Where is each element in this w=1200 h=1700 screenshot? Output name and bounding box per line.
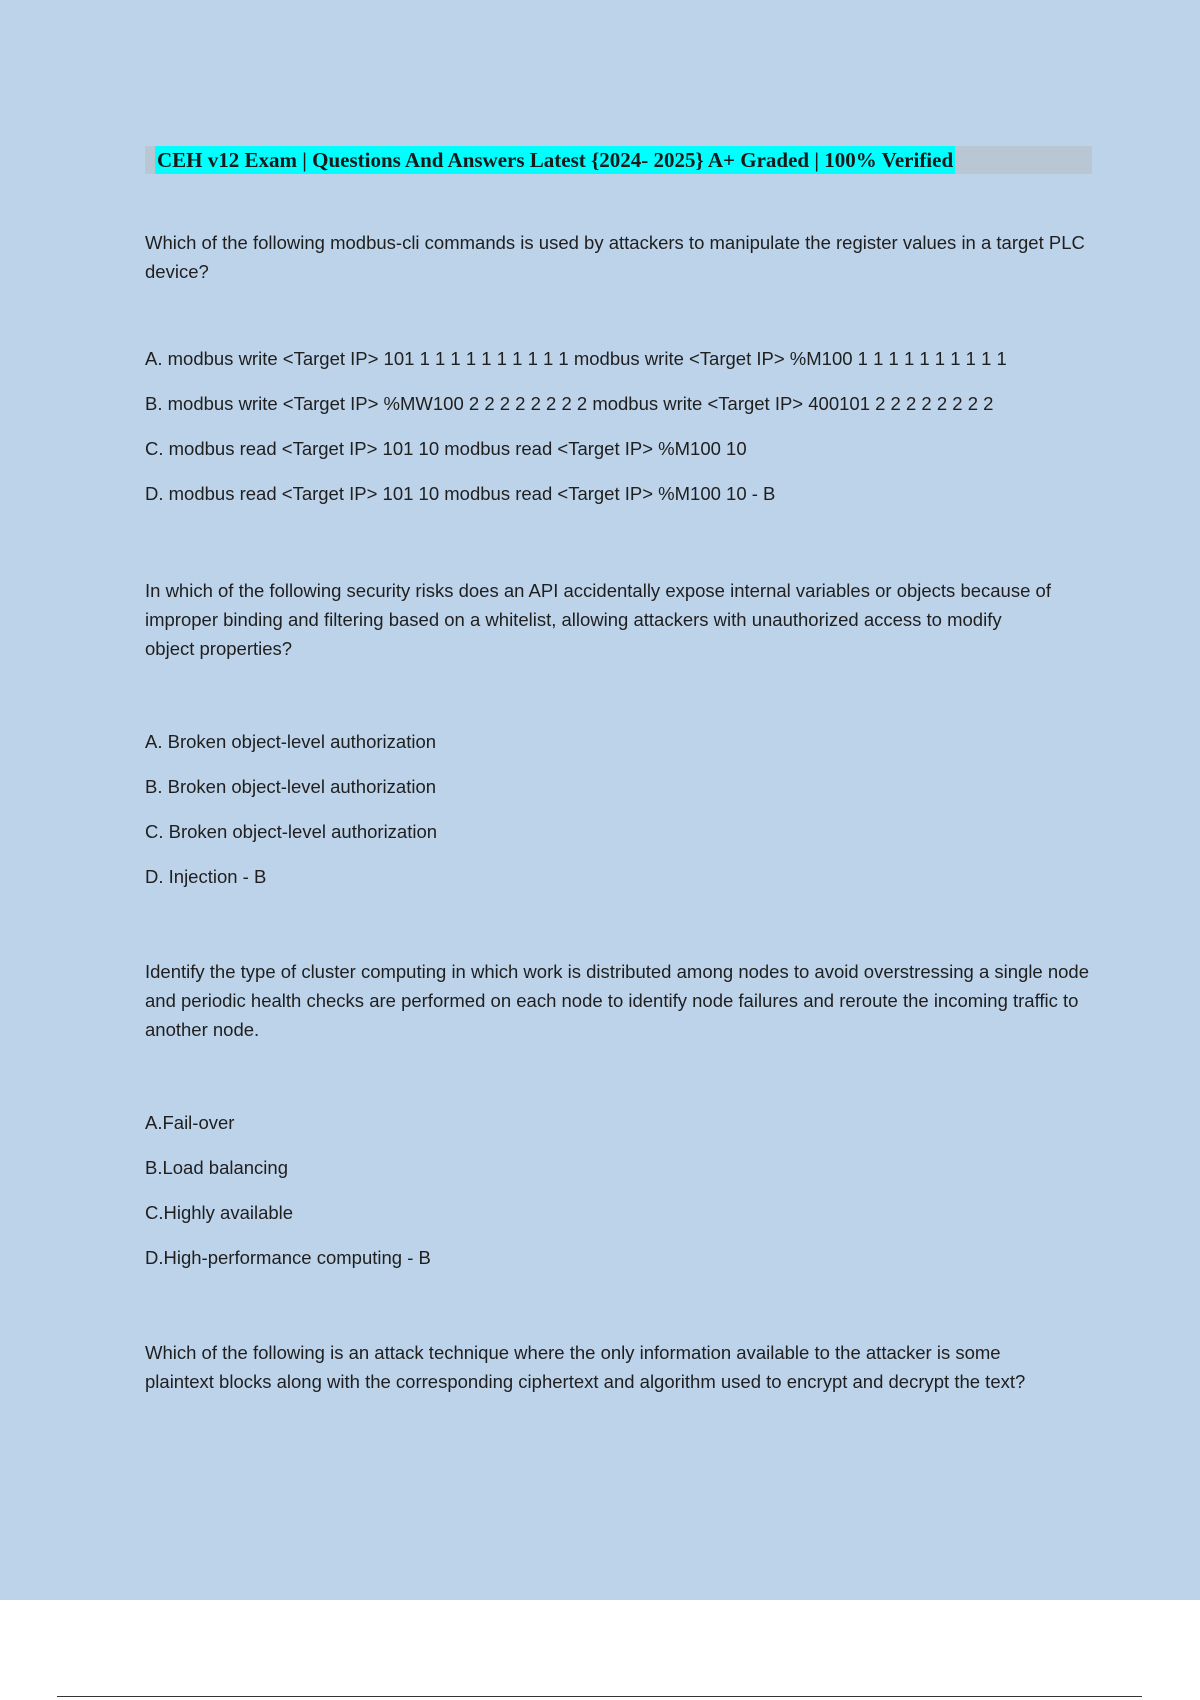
title-banner: [145, 146, 1092, 174]
question-2-option-a: A. Broken object-level authorization: [145, 731, 437, 752]
question-3-options: [145, 1108, 1095, 1272]
question-3-text: Identify the type of cluster computing in which work is distributed among nodes to avoid overstressing a single node and periodic health checks are performed on each node to identify node failures and reroute the incoming traffic to another node.: [145, 961, 1090, 1040]
question-3-option-c: C.Highly available: [145, 1202, 294, 1223]
question-2-option-c: C. Broken object-level authorization: [145, 821, 438, 842]
question-2-text: In which of the following security risks does an API accidentally expose internal variables or objects because of improper binding and filtering based on a whitelist, allowing attackers with unauthorized access to modify object properties?: [145, 580, 1051, 659]
question-4-text: Which of the following is an attack technique where the only information available to the attacker is some plaintext blocks along with the corresponding ciphertext and algorithm used to encrypt and decrypt the text?: [145, 1342, 1026, 1392]
question-1-option-d: D. modbus read <Target IP> 101 10 modbus read <Target IP> %M100 10 - B: [145, 483, 776, 504]
question-1-text: Which of the following modbus-cli commands is used by attackers to manipulate the register values in a target PLC device?: [145, 232, 1085, 282]
question-3-option-d: D.High-performance computing - B: [145, 1247, 431, 1268]
question-3-option-a: A.Fail-over: [145, 1112, 235, 1133]
question-1-option-a: A. modbus write <Target IP> 101 1 1 1 1 1 1 1 1 1 1 modbus write <Target IP> %M100 1 1 1 1 1 1 1 1 1 1: [145, 348, 1007, 369]
question-1-option-b: B. modbus write <Target IP> %MW100 2 2 2 2 2 2 2 2 modbus write <Target IP> 400101 2 2 2 2 2 2 2 2: [145, 393, 994, 414]
question-2-option-d: D. Injection - B: [145, 866, 267, 887]
question-2-options: [145, 727, 1095, 891]
question-2-option-b: B. Broken object-level authorization: [145, 776, 437, 797]
question-3-option-b: B.Load balancing: [145, 1157, 288, 1178]
document-title: CEH v12 Exam | Questions And Answers Latest {2024- 2025} A+ Graded | 100% Verified: [157, 148, 954, 172]
document-content: [145, 146, 1095, 1396]
footer-divider: [57, 1696, 1142, 1697]
question-1-options: [145, 344, 1095, 508]
question-1-option-c: C. modbus read <Target IP> 101 10 modbus read <Target IP> %M100 10: [145, 438, 747, 459]
